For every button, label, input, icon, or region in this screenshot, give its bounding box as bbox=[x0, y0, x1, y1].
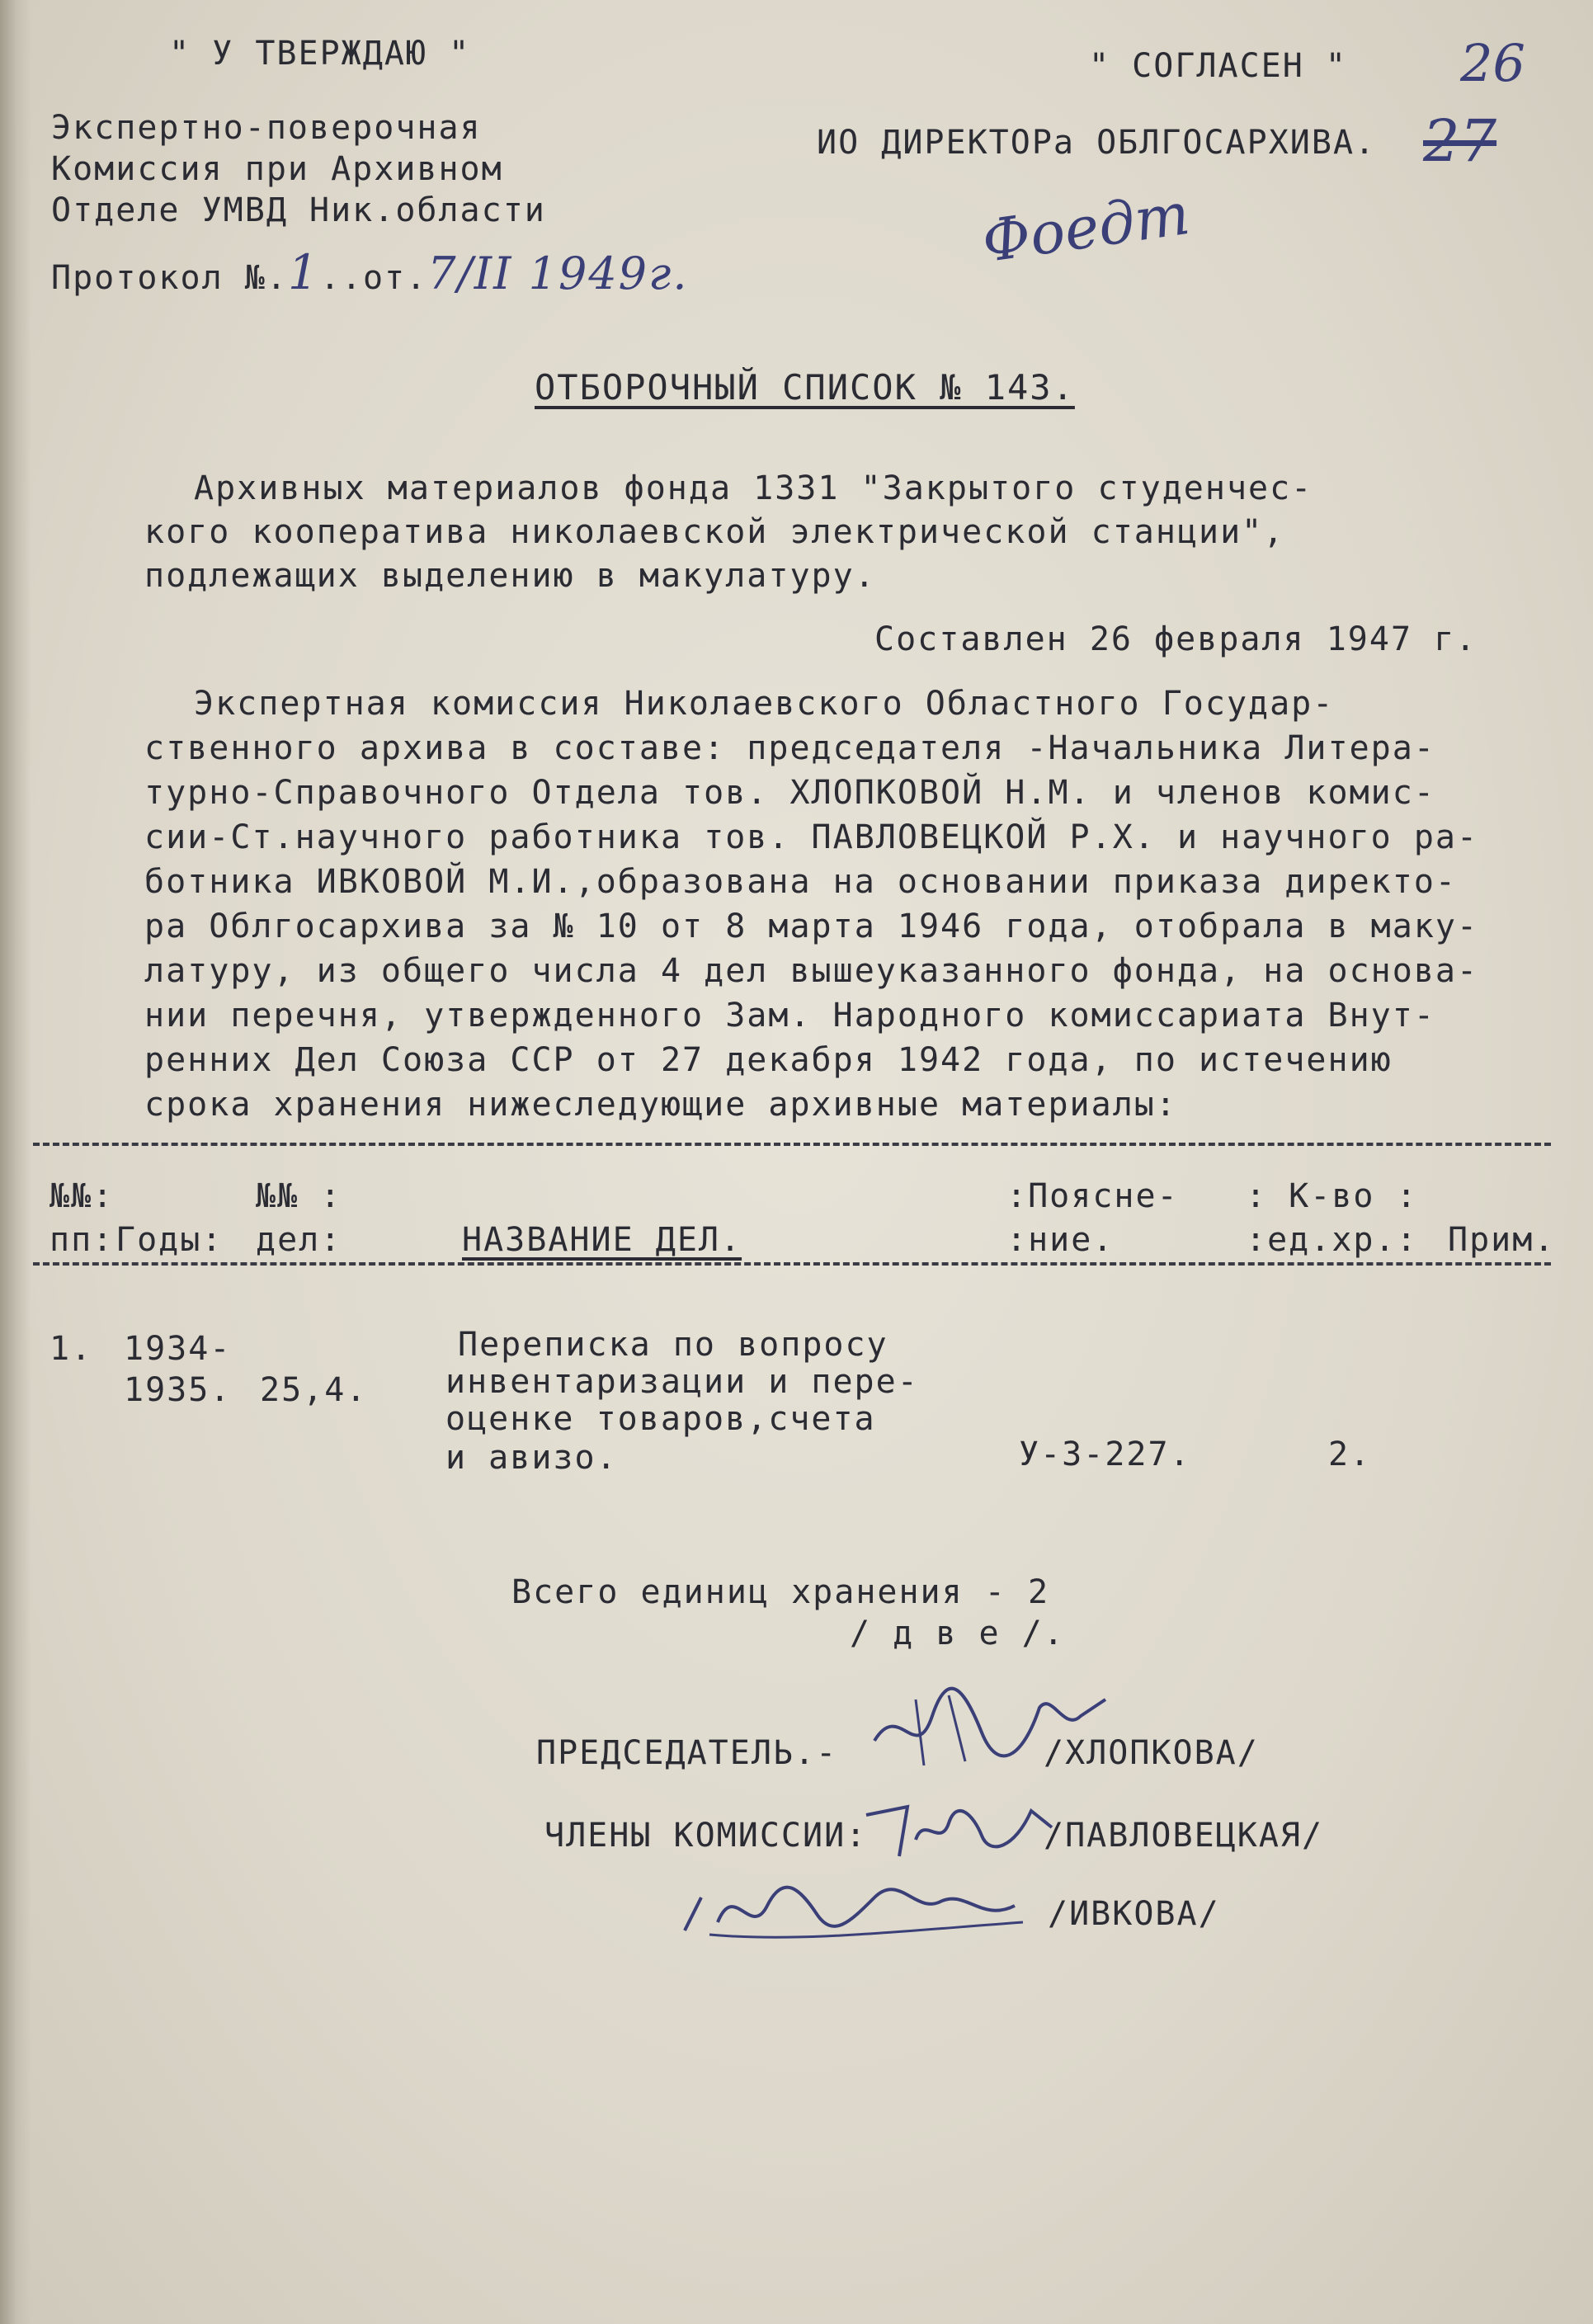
header-num-1: №№: bbox=[49, 1177, 115, 1215]
row-name-line-1: Переписка по вопросу bbox=[458, 1326, 888, 1364]
header-note: Прим. bbox=[1448, 1221, 1556, 1259]
commission-line-1: Экспертно-поверочная bbox=[51, 109, 482, 147]
page-number-current: 26 bbox=[1460, 33, 1525, 93]
row-years-2: 1935. bbox=[124, 1371, 232, 1409]
body-line-9: ренних Дел Союза ССР от 27 декабря 1942 года, по истечению bbox=[144, 1041, 1393, 1079]
intro-line-1: Архивных материалов фонда 1331 "Закрытого студенчес- bbox=[194, 469, 1313, 507]
body-line-2: ственного архива в составе: председателя -Начальника Литера- bbox=[144, 729, 1435, 767]
agreed-stamp-text: " СОГЛАСЕН " bbox=[1089, 47, 1347, 85]
protocol-mid: ..от. bbox=[319, 259, 428, 297]
intro-line-2: кого кооператива николаевской электрической станции", bbox=[144, 513, 1285, 551]
member-1-signature bbox=[858, 1790, 1056, 1864]
body-line-4: сии-Ст.научного работника тов. ПАВЛОВЕЦКОЙ Р.Х. и научного ра- bbox=[144, 818, 1479, 856]
header-years: Годы: bbox=[115, 1221, 224, 1259]
header-quantity-1: : К-во : bbox=[1246, 1177, 1418, 1215]
header-case-name: НАЗВАНИЕ ДЕЛ. bbox=[462, 1221, 742, 1259]
commission-line-3: Отделе УМВД Ник.области bbox=[51, 191, 546, 229]
row-name-line-2: инвентаризации и пере- bbox=[445, 1363, 919, 1401]
row-cases: 25,4. bbox=[260, 1371, 368, 1409]
body-line-6: ра Облгосархива за № 10 от 8 марта 1946 года, отобрала в маку- bbox=[144, 907, 1479, 945]
members-label: ЧЛЕНЫ КОМИССИИ: bbox=[544, 1817, 868, 1855]
header-case-1: №№ : bbox=[256, 1177, 342, 1215]
member-2-signature bbox=[676, 1864, 1039, 1955]
total-line-1: Всего единиц хранения - 2 bbox=[511, 1573, 1050, 1611]
body-line-10: срока хранения нижеследующие архивные материалы: bbox=[144, 1086, 1177, 1124]
compiled-date: Составлен 26 февраля 1947 г. bbox=[874, 620, 1478, 658]
header-explanation-1: :Поясне- bbox=[1006, 1177, 1179, 1215]
row-name-line-3: оценке товаров,счета bbox=[445, 1400, 876, 1438]
body-line-3: турно-Справочного Отдела тов. ХЛОПКОВОЙ Н.М. и членов комис- bbox=[144, 774, 1435, 812]
total-line-2: / д в е /. bbox=[850, 1615, 1065, 1652]
header-num-2: пп: bbox=[49, 1221, 115, 1259]
header-case-2: дел: bbox=[256, 1221, 342, 1259]
body-line-8: нии перечня, утвержденного Зам. Народного комиссариата Внут- bbox=[144, 997, 1435, 1035]
commission-line-2: Комиссия при Архивном bbox=[51, 150, 503, 188]
page-binding-edge bbox=[0, 0, 31, 2324]
body-line-7: латуру, из общего числа 4 дел вышеуказанного фонда, на основа- bbox=[144, 952, 1479, 990]
body-line-5: ботника ИВКОВОЙ М.И.,образована на основании приказа директо- bbox=[144, 863, 1458, 901]
chair-label: ПРЕДСЕДАТЕЛЬ.- bbox=[536, 1734, 838, 1772]
protocol-line bbox=[51, 244, 689, 300]
intro-line-3: подлежащих выделению в макулатуру. bbox=[144, 557, 876, 595]
director-line: ИО ДИРЕКТОРа ОБЛГОСАРХИВА. bbox=[817, 124, 1377, 162]
chair-signature bbox=[866, 1683, 1114, 1782]
row-name-line-4: и авизо. bbox=[445, 1439, 618, 1477]
row-number: 1. bbox=[49, 1330, 93, 1368]
director-signature: Фоедт bbox=[978, 179, 1194, 276]
protocol-prefix: Протокол №. bbox=[51, 259, 288, 297]
member-1-name: /ПАВЛОВЕЦКАЯ/ bbox=[1044, 1817, 1324, 1855]
table-header-rule bbox=[33, 1262, 1551, 1266]
header-explanation-2: :ние. bbox=[1006, 1221, 1115, 1259]
member-2-name: /ИВКОВА/ bbox=[1048, 1895, 1220, 1933]
row-quantity: 2. bbox=[1328, 1435, 1372, 1473]
row-explanation: У-3-227. bbox=[1019, 1435, 1191, 1473]
chair-name: /ХЛОПКОВА/ bbox=[1044, 1734, 1259, 1772]
protocol-date: 7/II 1949г. bbox=[427, 247, 689, 299]
table-top-rule bbox=[33, 1143, 1551, 1146]
document-title: ОТБОРОЧНЫЙ СПИСОК № 143. bbox=[535, 367, 1075, 408]
body-line-1: Экспертная комиссия Николаевского Областного Государ- bbox=[194, 685, 1335, 723]
protocol-number: 1 bbox=[287, 244, 320, 300]
approved-stamp-text: " У ТВЕРЖДАЮ " bbox=[169, 35, 471, 73]
row-years-1: 1934- bbox=[124, 1330, 232, 1368]
page-number-struck: 27 bbox=[1423, 107, 1497, 175]
header-quantity-2: :ед.хр.: bbox=[1246, 1221, 1418, 1259]
